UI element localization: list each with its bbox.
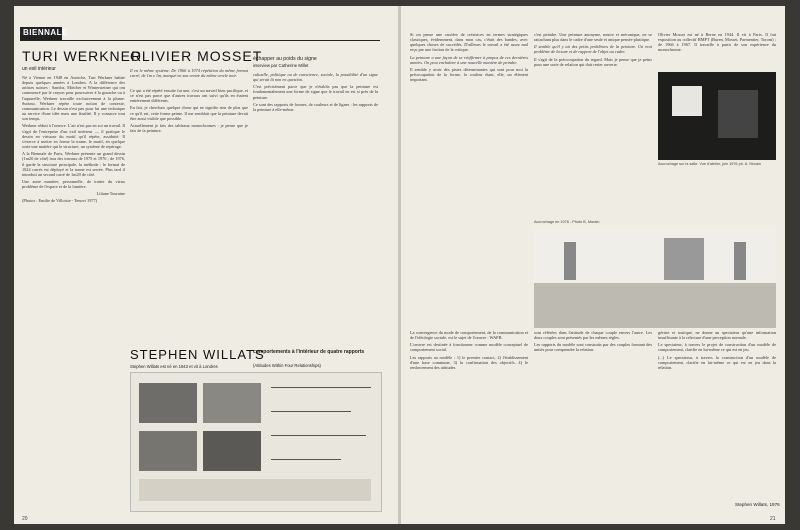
mosset-photo-top [658, 72, 776, 160]
banner-rule [20, 40, 380, 41]
mosset-body [130, 88, 248, 328]
diagram-line [271, 459, 341, 460]
right-col2 [534, 32, 652, 222]
willats-section-title: comportements à l'intérieur de quatre rapports [253, 349, 365, 355]
right-paragraph: c'est peindre. Une peinture anonyme, neutre et mécanique, ne se rattachant plus dans le cadre d'une seule et unique pensée plastique. [534, 32, 652, 43]
right-paragraph: Il semble y avoir des pistes déterminantes qui sont pour moi la préoccupation de la forme, la couleur étant, elle, un élément important. [410, 66, 528, 83]
right-paragraph: Si on pense une carrière de créatrices en termes stratégiques classiques, évidemment, dans mon cas, c'était des bandes, avec quelques choses de succédés. D'ailleurs le travail a été assez mal reçu par une faction de la critique. [410, 32, 528, 53]
interview-paragraph: C'est précisément parce que je n'établis pas que la peinture est fondamentalement une forme de signe que le travail en est si près de la peinture. [253, 84, 378, 100]
photo-canvas [718, 90, 758, 138]
werkner-paragraph: Né à Vienne en 1948 en Autriche, Turi Werkner habite depuis quelques années à Londres. A la différence des artistes suisses : Sandoz, Mötcher et Wintersteiner qui ont commencé par le crayon pour poursuivre à la gouache ou à l'aquarelle, Werkner travaille exclusivement à la plume. Surtout, Werkner répète toute notion de contexte, communication. Le dessin n'est pas pour lui une technique au service d'une idée mais une finalité. Il y consacre tout son temps. [22, 75, 125, 122]
right-paragraph: L'oeuvre est destinée à fonctionner comme modèle conceptuel de comportement social. [410, 342, 528, 353]
willats-diagram-photo [130, 372, 382, 512]
mosset-photo-bottom [534, 228, 776, 328]
photo-canvas [672, 86, 702, 116]
werkner-paragraph: A la Biennale de Paris, Werkner présente un grand dessin (1m20 de côté) issu des travaux de 1975 et 1976 ; de 1976, il garde la structure principale, la méthode ; le format de 1024 carrés est déployé et la trame est serrée. Plus tard il introduit un second carré de 1m20 de côté. [22, 151, 125, 177]
willats-signature: Stephen Willats, 1976 [735, 502, 780, 507]
photo-artwork [734, 242, 746, 280]
section-banner: BIENNALE [20, 27, 62, 40]
right-paragraph: Le spectateur, à travers le projet de construction d'un modèle de comportement, clarifie en lui-même ce qui est en jeu. [658, 342, 776, 353]
interview-title: échapper au poids du signe [253, 56, 317, 62]
werkner-paragraph: Werkner réduit à l'oeuvre. L'art n'est pas en soi un travail. Il s'agit de l'entreprise d'un exil intérieur — il pratique le dessin en virtuose du motif qu'il répète, assiduité. Il s'exerce à mettre en forme la trame, le motif, en quelque sorte une matière qui le structure, un système de repérage. [22, 123, 125, 150]
mosset-title: OLIVIER MOSSET [130, 48, 263, 64]
diagram-line [271, 387, 371, 388]
right-paragraph: gériste et toutique, ne donne au spectateur qu'une information insuffisante à la relecture d'une perception normale. [658, 330, 776, 341]
mosset-intro: Il en le même système. De 1966 à 1974 répétition du même format carré, de 1m x 1m, marqué en son centre du même cercle noir. [130, 68, 248, 79]
diagram-line [271, 435, 366, 436]
werkner-signature: Liliane Touraine [96, 191, 125, 197]
right-lower-col3 [658, 330, 776, 505]
right-paragraph: (...) Le spectateur, à travers la construction d'un modèle de comportement, clarifie en lui-même ce qui est en jeu dans la relation. [658, 354, 776, 370]
right-col1 [410, 32, 528, 324]
willats-section-sub: (Attitudes Within Four Relationships) [253, 363, 321, 368]
photo-floor [534, 283, 776, 328]
willats-photo-panel [203, 383, 261, 423]
mosset-paragraph: Ce qui a été répété ensuite fut une, c'est un travail bien pacifique, et ce n'est pas parce que d'autres travaux ont suivi qu'ils en étaient entièrement différents. [130, 88, 248, 104]
werkner-title: TURI WERKNER [22, 48, 143, 64]
willats-photo-panel [203, 431, 261, 471]
right-lower-col1 [410, 330, 528, 515]
interview-paragraph: cultuelle, politique ou de conscience, sociale, la possibilité d'un signe qui serait là non en question. [253, 72, 378, 83]
willats-photo-panel [139, 383, 197, 423]
right-paragraph: La convergence du mode de comportement, de la communication et de l'idéologie sociale, est le sujet de l'oeuvre : WAFR. [410, 330, 528, 341]
right-paragraph: Il s'agit de la préoccupation du regard. Mais je pense que je peins pour une sorte de relation qui doit rester ouverte. [534, 56, 652, 67]
mosset-paragraph: Actuellement je fais des tableaux monochromes : je pense que je fais de la peinture. [130, 122, 248, 134]
werkner-photo-credit: (Photos : Emilie de Villoisie - Tenovi 1977) [22, 198, 98, 204]
willats-photo-panel [139, 431, 197, 471]
willats-title: STEPHEN WILLATS [130, 347, 265, 362]
diagram-line [271, 411, 351, 412]
mosset-bio: Olivier Mosset est né à Berne en 1944. Il vit à Paris. Il fait exposition au collectif BMPT (Buren, Mosset, Parmentier, Toroni) ; de 1966 à 1967. Il travaille à partir de son expérience du monochrome. [658, 32, 776, 53]
willats-subtitle: Stephen Willats est né en 1943 et vit à Londres [130, 364, 218, 369]
right-lower-col2 [534, 330, 652, 515]
interview-paragraph: Ce sont des rapports de formes, de couleurs et de lignes : les rapports de la peinture à elle-même. [253, 101, 378, 112]
photo1-caption: Accrochage sur la salle. Vue d'atelier, juin 1976 ph. A. Morain [658, 162, 761, 166]
interview-byline: interview par Catherine Millet [253, 63, 309, 68]
diagram-base [139, 479, 371, 501]
right-paragraph: sont référées dans l'attitude de chaque couple envers l'autre. Les deux couples sont présentés par les mêmes règles. [534, 330, 652, 341]
right-paragraph: Il semble qu'il y ait des petits problèmes de la peinture. Un vrai problème de lecture et de rapport de l'objet au cadre. [534, 44, 652, 55]
page-number-left: 20 [22, 516, 28, 522]
werkner-paragraph: Une autre manière, personnelle, de traiter du vieux problème de l'espace et de la lumière. [22, 178, 125, 190]
photo2-caption: Accrochage en 1976 - Photo B. Morain [534, 220, 600, 224]
photo-artwork [664, 238, 704, 280]
photo-artwork [564, 242, 576, 280]
right-paragraph: Les rapports du modèle sont construits par des couples formant des unités pour comprendre la relation. [534, 342, 652, 353]
page-number-right: 21 [770, 516, 776, 522]
right-paragraph: Les rapports au modèle : 1) le premier contact, 2) l'établissement d'une base commune, 3) la confirmation des objectifs, 4) le renforcement des attitudes. [410, 354, 528, 370]
werkner-subtitle: un exil intérieur [22, 66, 56, 72]
werkner-body [22, 75, 125, 500]
mosset-paragraph: En fait, je cherchais quelque chose qui ne signifie rien de plus que ce qu'il est, cette forme peinte. Il me semblait que la peinture devait être aussi visible que possible. [130, 105, 248, 121]
right-paragraph: La peinture a une façon de se réaffirmer à propos de ces dernières années. On peut enchaîner à une nouvelle manière de peindre. [410, 54, 528, 65]
interview-body [253, 72, 378, 340]
